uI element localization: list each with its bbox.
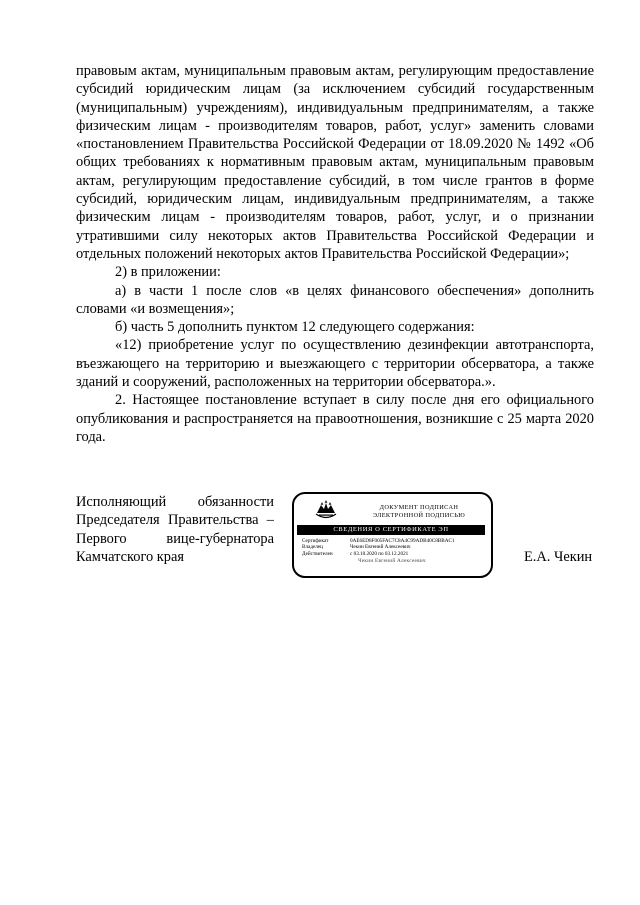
electronic-signature-stamp: [292, 492, 493, 578]
document-body: [76, 62, 594, 446]
stamp-footer: Чекин Евгений Алексеевич: [358, 558, 426, 564]
stamp-certificate-bar: СВЕДЕНИЯ О СЕРТИФИКАТЕ ЭП: [297, 525, 485, 535]
paragraph-point-a: а) в части 1 после слов «в целях финансового обеспечения» дополнить словами «и возмещения»;: [76, 282, 594, 317]
stamp-header-line2: ЭЛЕКТРОННОЙ ПОДПИСЬЮ: [372, 511, 466, 519]
stamp-header-line1: ДОКУМЕНТ ПОДПИСАН: [379, 504, 459, 511]
paragraph-appendix-intro: 2) в приложении:: [115, 264, 221, 281]
signatory-position: [76, 493, 274, 566]
signatory-position-text: Исполняющий обязанности Председателя Правительства – Первого вице-губернатора Камчатского края: [76, 494, 274, 565]
signatory-name: Е.А. Чекин: [524, 549, 593, 565]
validity-label: Действителен: [302, 550, 333, 557]
stamp-header: [360, 504, 478, 519]
owner-label: Владелец: [302, 544, 323, 551]
paragraph-item-12: «12) приобретение услуг по осуществлению дезинфекции автотранспорта, въезжающего на территорию и выезжающего с территории обсерватора, а также зданий и сооружений, расположенных на территории обсерватора.».: [76, 337, 594, 391]
certificate-value: 0AE6ED8F005FAC7C8A4C99ADB40C8BBAC1: [350, 538, 455, 544]
owner-value: Чекин Евгений Алексеевич: [350, 544, 411, 551]
paragraph-amendment-text: правовым актам, муниципальным правовым актам, регулирующим предоставление субсидий юридическим лицам (за исключением субсидий государственным (муниципальным) учреждениям), индивидуальным предпринимателям, а также физическим лицам - производителям товаров, работ, услуг» заменить словами «постановлением Правительства Российской Федерации от 18.09.2020 № 1492 «Об общих требованиях к нормативным правовым актам, муниципальным правовым актам, регулирующим предоставление субсидий, в том числе грантов в форме субсидий, юридическим лицам, индивидуальным предпринимателям, а также физическим лицам - производителям товаров, работ, услуг, и о признании утратившими силу некоторых актов Правительства Российской Федерации и отдельных положений некоторых актов Правительства Российской Федерации»;: [76, 63, 594, 262]
validity-value: с 03.10.2020 по 03.12.2021: [350, 550, 409, 557]
paragraph-point-b: б) часть 5 дополнить пунктом 12 следующего содержания:: [115, 319, 475, 336]
paragraph-effective-date: 2. Настоящее постановление вступает в силу после дня его официального опубликования и распространяется на правоотношения, возникшие с 25 марта 2020 года.: [76, 392, 594, 445]
stamp-certificate-details: [302, 538, 490, 557]
stamp-row-validity: [302, 551, 490, 557]
coat-of-arms-icon: [314, 499, 338, 521]
certificate-label: Сертификат: [302, 538, 329, 544]
